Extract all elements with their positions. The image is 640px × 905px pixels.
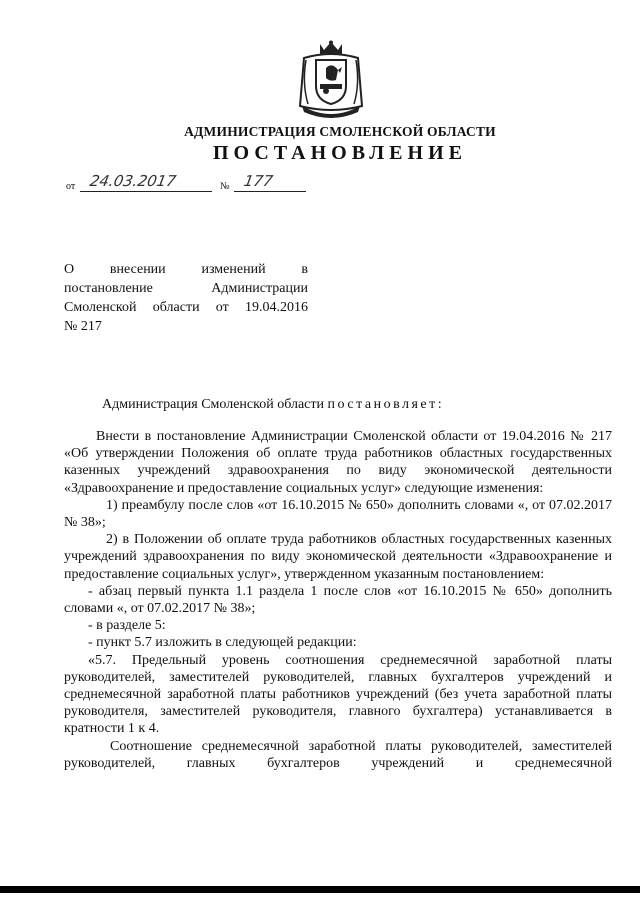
handwritten-date: 24.03.2017 [88, 172, 178, 190]
decree-statement [102, 397, 444, 413]
subject-line: № 217 [64, 319, 102, 334]
subject-line: О внесении изменений в [64, 262, 308, 277]
document-type-title: ПОСТАНОВЛЕНИЕ [213, 142, 467, 164]
body-paragraph: Соотношение среднемесячной заработной платы руководителей, заместителей руководителей, главных бухгалтеров учреждений и среднемесячной [64, 738, 612, 771]
handwritten-number: 177 [242, 172, 275, 190]
number-label: № [220, 181, 230, 192]
subject-line: Смоленской области от 19.04.2016 [64, 300, 308, 315]
body-paragraph: - абзац первый пункта 1.1 раздела 1 после слов «от 16.10.2015 № 650» дополнить словами «, от 07.02.2017 № 38»; [64, 583, 612, 617]
body-paragraph: - пункт 5.7 изложить в следующей редакции: [88, 635, 357, 651]
date-from-label: от [66, 181, 76, 192]
body-paragraph: 2) в Положении об оплате труда работников областных государственных казенных учреждений здравоохранения по виду экономической деятельности «Здравоохранение и предоставление социальных услуг», утвержденном указанным постановлением: [64, 532, 612, 582]
body-paragraph: Внести в постановление Администрации Смоленской области от 19.04.2016 № 217 «Об утверждении Положения об оплате труда работников областных государственных казенных учреждений здравоохранения по виду экономической деятельности «Здравоохранение и предоставление социальных услуг» следующие изменения: [64, 429, 612, 496]
body-paragraph: «5.7. Предельный уровень соотношения среднемесячной заработной платы руководителей, заместителей руководителей, главных бухгалтеров учреждений и среднемесячной заработной платы работников учреждений (без учета заработной платы руководителя, заместителей руководителя, главного бухгалтера) устанавливается в кратности 1 к 4. [64, 652, 612, 737]
number-underline [234, 191, 306, 192]
document-body [64, 428, 612, 772]
body-paragraph: 1) преамбулу после слов «от 16.10.2015 № 650» дополнить словами «, от 07.02.2017 № 38»; [64, 497, 612, 531]
scan-bottom-edge [0, 886, 640, 893]
decree-verb: постановляет: [327, 397, 445, 412]
body-paragraph: - в разделе 5: [88, 618, 166, 634]
decree-prefix: Администрация Смоленской области [102, 397, 325, 412]
subject-block [64, 260, 308, 336]
date-underline [80, 191, 212, 192]
date-number-line [66, 172, 326, 194]
coat-of-arms-emblem [296, 40, 366, 118]
subject-line: постановление Администрации [64, 281, 308, 296]
organization-title: АДМИНИСТРАЦИЯ СМОЛЕНСКОЙ ОБЛАСТИ [184, 124, 496, 139]
